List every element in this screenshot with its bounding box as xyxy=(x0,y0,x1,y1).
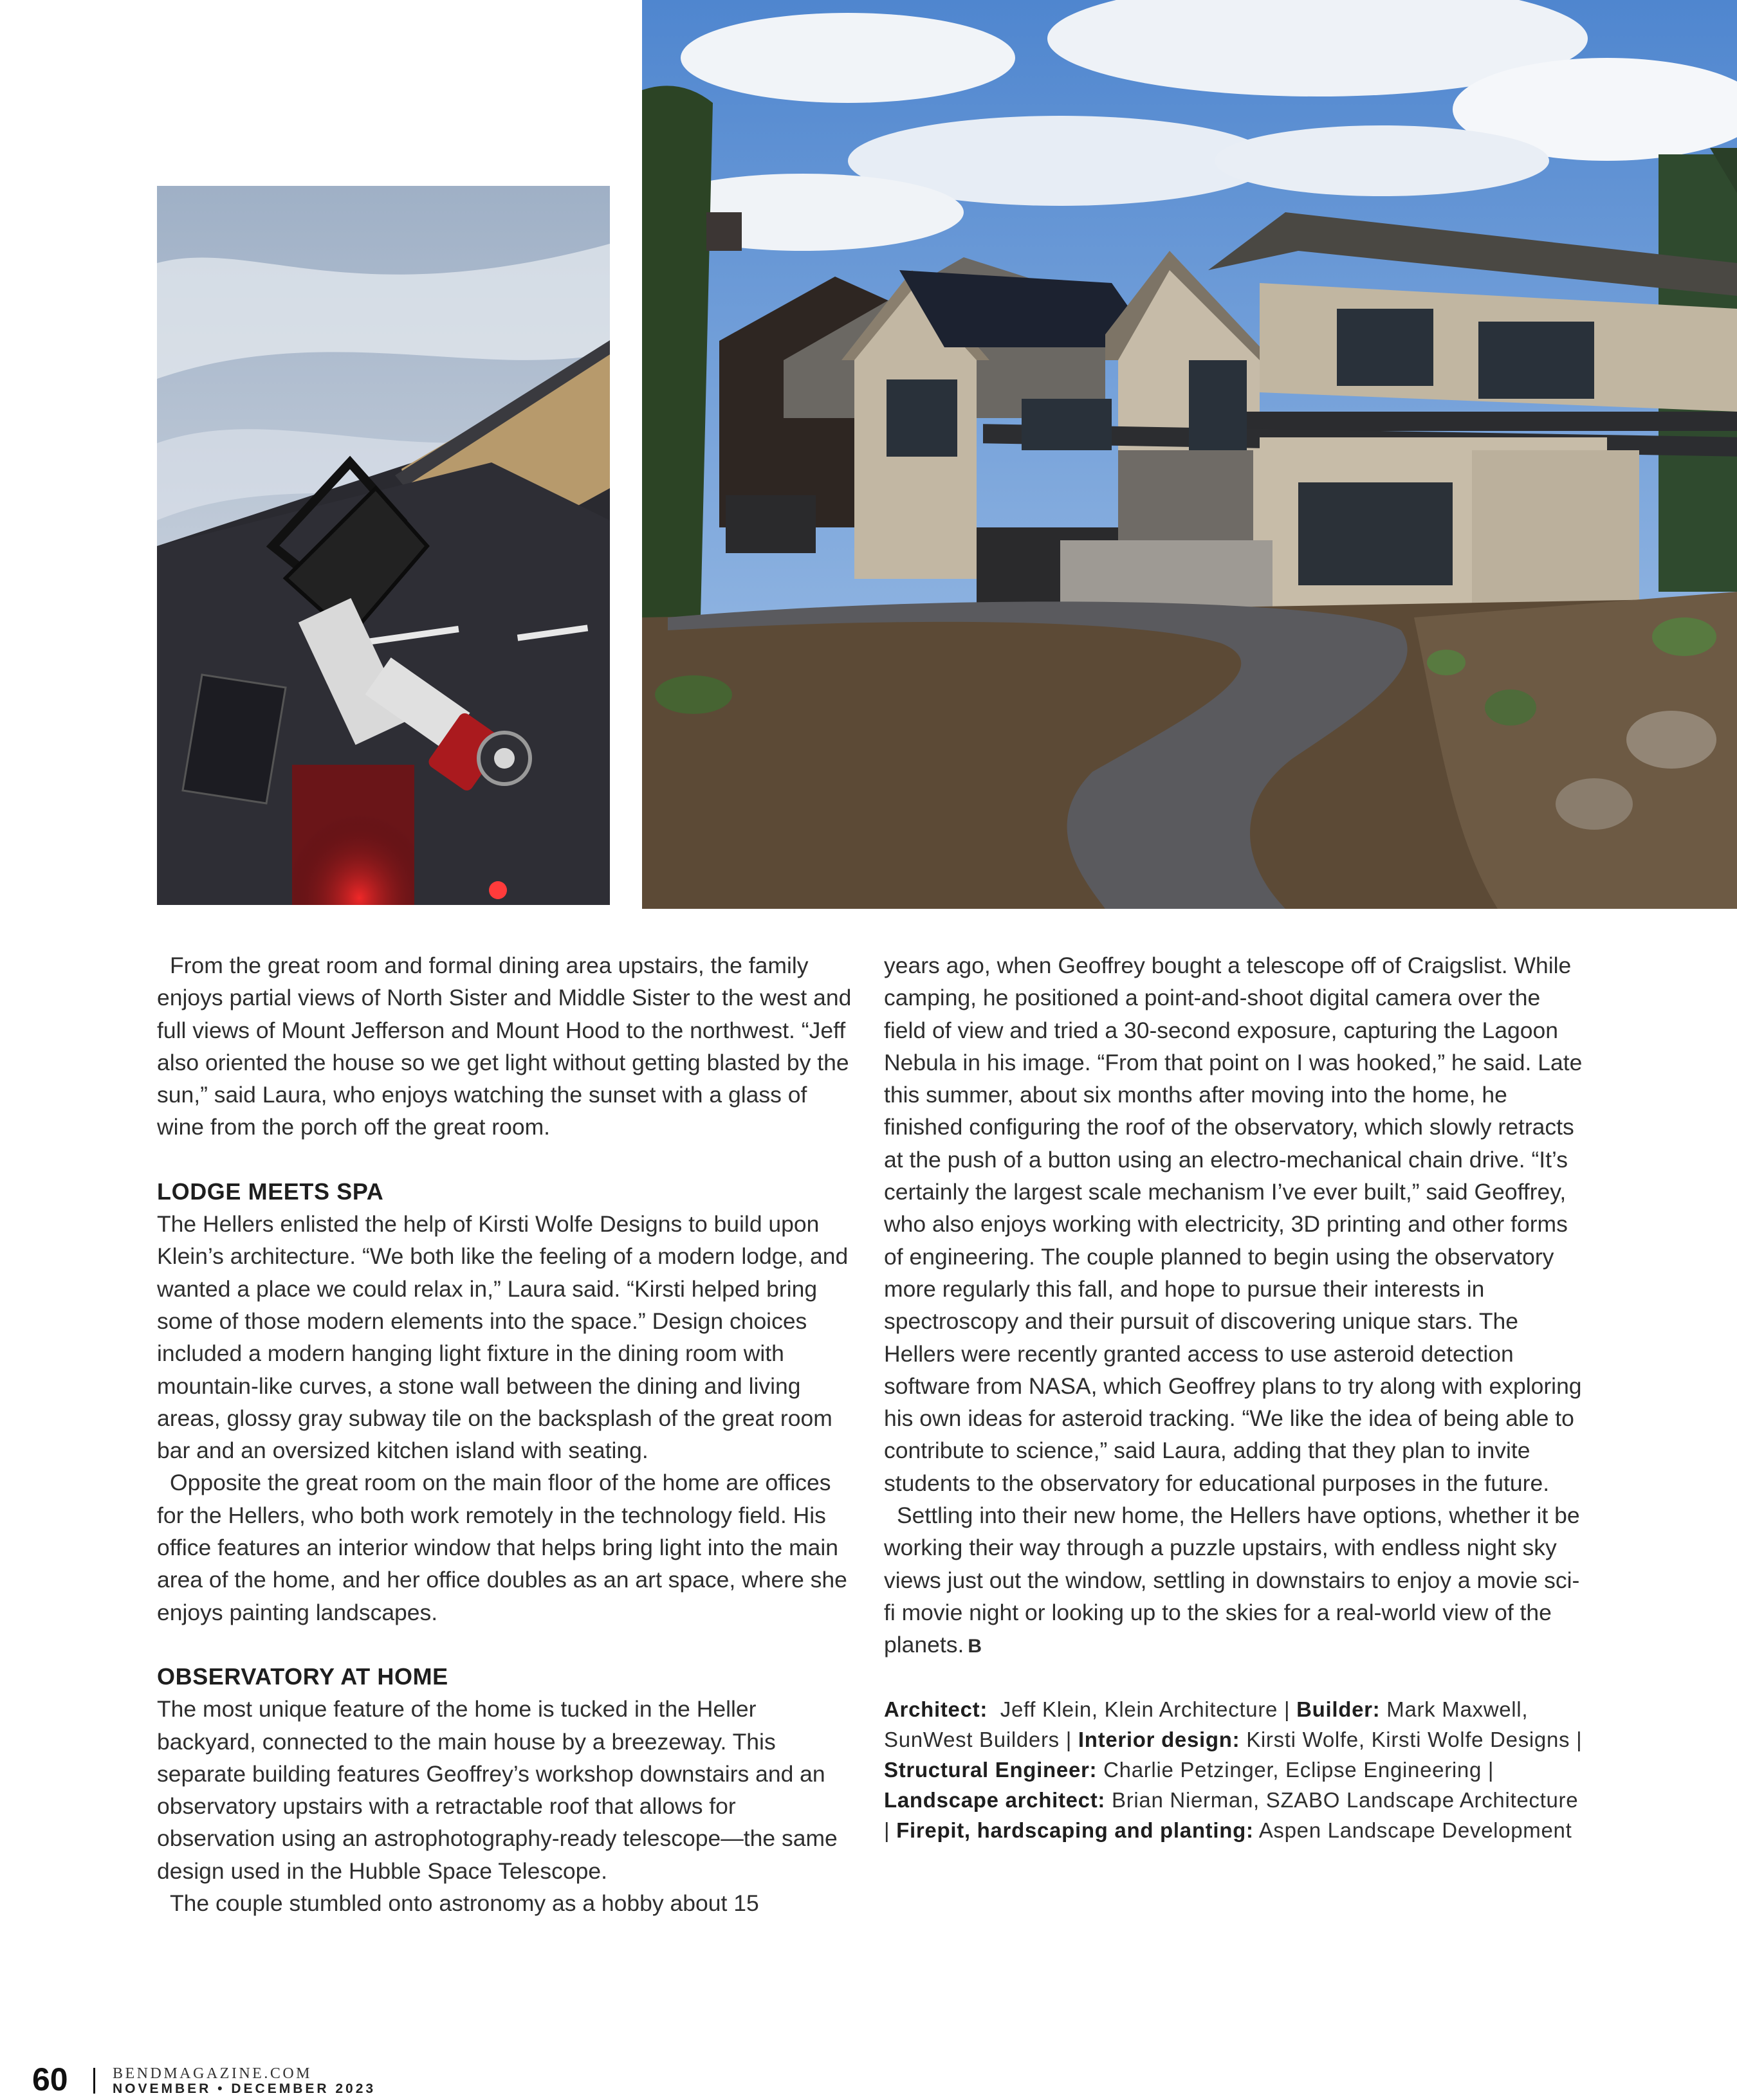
page-number: 60 xyxy=(32,2061,68,2097)
article-right-column xyxy=(884,949,1585,1845)
credit-label-firepit: Firepit, hardscaping and planting: xyxy=(896,1818,1254,1842)
footer-site-url: BENDMAGAZINE.COM xyxy=(113,2065,312,2082)
footer-divider xyxy=(93,2068,95,2094)
paragraph-telescope-story: years ago, when Geoffrey bought a telescope off of Craigslist. While camping, he positioned a point-and-shoot digital camera over the field of view and tried a 30-second exposure, capturing the Lagoon Nebula in his image. “From that point on I was hooked,” he said. Late this summer, about six months after moving into the home, he finished configuring the roof of the observatory, which slowly retracts at the push of a button using an electro-mechanical chain drive. “It’s certainly the largest scale mechanism I’ve ever built,” said Geoffrey, who also enjoys working with electricity, 3D printing and other forms of engineering. The couple planned to begin using the observatory more regularly this fall, and hope to pursue their interests in spectroscopy and their pursuit of discovering unique stars. The Hellers were recently granted access to use asteroid detection software from NASA, which Geoffrey plans to try along with exploring his own ideas for asteroid tracking. “We like the idea of being able to contribute to science,” said Laura, adding that they plan to invite students to the observatory for educational purposes in the future. xyxy=(884,953,1583,1496)
credit-separator: | xyxy=(1283,1697,1291,1721)
end-mark-icon: B xyxy=(968,1636,981,1657)
section-heading-observatory-at-home: OBSERVATORY AT HOME xyxy=(157,1663,448,1690)
article-left-column xyxy=(157,949,855,1919)
paragraph-settling-in-text: Settling into their new home, the Hellers have options, whether it be working their way through a puzzle upstairs, with endless night sky views just out the window, settling in downstairs to enjoy a movie sci-fi movie night or looking up to the skies for a real-world view of the planets. xyxy=(884,1502,1580,1658)
credit-label-builder: Builder: xyxy=(1296,1697,1381,1721)
credit-separator: | xyxy=(1487,1757,1494,1782)
credit-value-landscape-architect: Brian Nierman, SZABO Landscape Architecture xyxy=(1112,1787,1579,1812)
credit-label-interior-design: Interior design: xyxy=(1078,1727,1240,1751)
paragraph-astronomy-hobby: The couple stumbled onto astronomy as a hobby about 15 xyxy=(170,1890,759,1917)
section-heading-lodge-meets-spa: LODGE MEETS SPA xyxy=(157,1178,384,1205)
credit-value-firepit: Aspen Landscape Development xyxy=(1258,1818,1572,1842)
credit-separator: | xyxy=(884,1818,890,1842)
paragraph-observatory: The most unique feature of the home is tucked in the Heller backyard, connected to the main house by a breezeway. This separate building features Geoffrey’s workshop downstairs and an observatory upstairs with a retractable roof that allows for observation using an astrophotography-ready telescope—the same design used in the Hubble Space Telescope. xyxy=(157,1696,838,1884)
telescope-photo xyxy=(157,186,610,905)
credit-value-architect: Jeff Klein, Klein Architecture xyxy=(1000,1697,1278,1721)
credit-value-interior-design: Kirsti Wolfe, Kirsti Wolfe Designs xyxy=(1246,1727,1570,1751)
telescope-icon xyxy=(157,186,610,905)
credit-value-structural-engineer: Charlie Petzinger, Eclipse Engineering xyxy=(1103,1757,1482,1782)
credit-value-builder: Mark Maxwell, SunWest Builders xyxy=(884,1697,1529,1751)
credit-label-landscape-architect: Landscape architect: xyxy=(884,1787,1106,1812)
house-icon xyxy=(642,0,1737,909)
house-photo xyxy=(642,0,1737,909)
paragraph-offices: Opposite the great room on the main floor of the home are offices for the Hellers, who both work remotely in the technology field. His office features an interior window that helps bring light into the main area of the home, and her office doubles as an art space, where she enjoys painting landscapes. xyxy=(157,1470,847,1625)
paragraph-kirsti-wolfe-designs: The Hellers enlisted the help of Kirsti Wolfe Designs to build upon Klein’s architecture. “We both like the feeling of a modern lodge, and wanted a place we could relax in,” Laura said. “Kirsti helped bring some of those modern elements into the space.” Design choices included a modern hanging light fixture in the dining room with mountain-like curves, a stone wall between the dining and living areas, glossy gray subway tile on the backsplash of the great room bar and an oversized kitchen island with seating. xyxy=(157,1211,849,1464)
project-credits xyxy=(884,1694,1585,1845)
credit-separator: | xyxy=(1576,1727,1583,1751)
credit-separator: | xyxy=(1065,1727,1072,1751)
paragraph-great-room-views: From the great room and formal dining area upstairs, the family enjoys partial views of North Sister and Middle Sister to the west and full views of Mount Jefferson and Mount Hood to the northwest. “Jeff also oriented the house so we get light without getting blasted by the sun,” said Laura, who enjoys watching the sunset with a glass of wine from the porch off the great room. xyxy=(157,953,852,1140)
credit-label-architect: Architect: xyxy=(884,1697,988,1721)
paragraph-settling-in xyxy=(884,1499,1585,1663)
footer-issue-date: NOVEMBER • DECEMBER 2023 xyxy=(113,2081,376,2096)
credit-label-structural-engineer: Structural Engineer: xyxy=(884,1757,1098,1782)
